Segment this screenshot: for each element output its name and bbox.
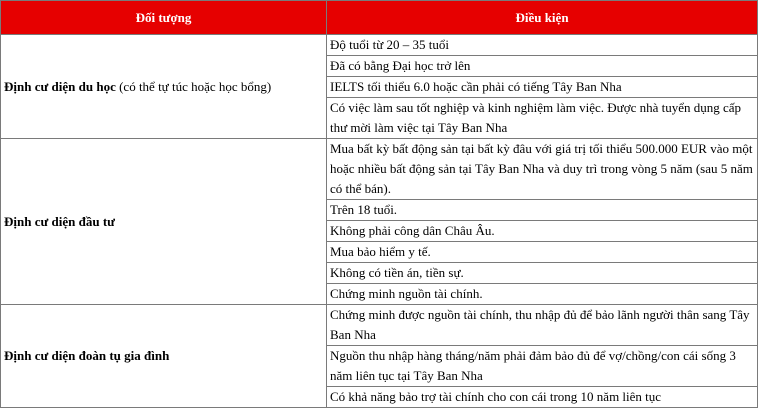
condition-cell: Có việc làm sau tốt nghiệp và kinh nghiệm làm việc. Được nhà tuyển dụng cấp thư mời làm việc tại Tây Ban Nha bbox=[327, 98, 758, 139]
target-cell-family bbox=[1, 305, 327, 408]
condition-cell: Chứng minh được nguồn tài chính, thu nhập đủ để bảo lãnh người thân sang Tây Ban Nha bbox=[327, 305, 758, 346]
condition-cell: Trên 18 tuổi. bbox=[327, 200, 758, 221]
header-condition: Điều kiện bbox=[327, 1, 758, 35]
condition-cell: Độ tuổi từ 20 – 35 tuổi bbox=[327, 35, 758, 56]
target-label-note: (có thể tự túc hoặc học bổng) bbox=[115, 78, 272, 94]
condition-cell: Mua bảo hiểm y tế. bbox=[327, 242, 758, 263]
target-cell-study bbox=[1, 35, 327, 139]
condition-cell: Không phải công dân Châu Âu. bbox=[327, 221, 758, 242]
target-label-bold: Định cư diện du học bbox=[4, 78, 116, 94]
condition-cell: Chứng minh nguồn tài chính. bbox=[327, 284, 758, 305]
table-row bbox=[1, 139, 758, 200]
table-row bbox=[1, 35, 758, 56]
condition-cell: Nguồn thu nhập hàng tháng/năm phải đảm bảo đủ để vợ/chồng/con cái sống 3 năm liên tục tại Tây Ban Nha bbox=[327, 346, 758, 387]
condition-cell: Không có tiền án, tiền sự. bbox=[327, 263, 758, 284]
condition-cell: Mua bất kỳ bất động sản tại bất kỳ đâu với giá trị tối thiểu 500.000 EUR vào một hoặc nhiều bất động sản tại Tây Ban Nha và duy trì trong vòng 5 năm (sau 5 năm có thể bán). bbox=[327, 139, 758, 200]
header-target: Đối tượng bbox=[1, 1, 327, 35]
header-row bbox=[1, 1, 758, 35]
condition-cell: Có khả năng bảo trợ tài chính cho con cái trong 10 năm liên tục bbox=[327, 387, 758, 408]
target-cell-investment bbox=[1, 139, 327, 305]
condition-cell: Đã có bằng Đại học trở lên bbox=[327, 56, 758, 77]
condition-cell: IELTS tối thiểu 6.0 hoặc cần phải có tiếng Tây Ban Nha bbox=[327, 77, 758, 98]
target-label-bold: Định cư diện đầu tư bbox=[4, 213, 115, 229]
target-label-bold: Định cư diện đoàn tụ gia đình bbox=[4, 348, 170, 363]
table-row bbox=[1, 305, 758, 346]
